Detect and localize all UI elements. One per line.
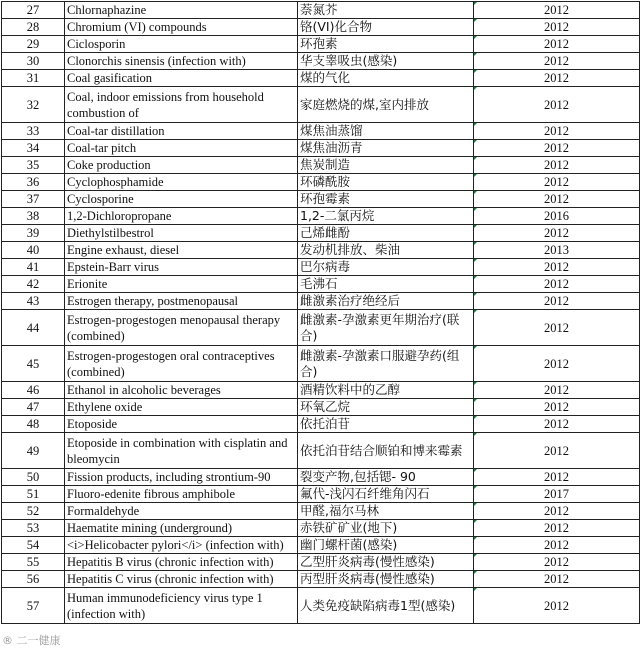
agent-name-chinese: 煤焦油沥青 [298,140,474,157]
agent-name-chinese: 丙型肝炎病毒(慢性感染) [298,571,474,588]
agent-name-english: Ethylene oxide [65,399,298,416]
table-row [2,70,640,87]
agent-name-chinese: 乙型肝炎病毒(慢性感染) [298,554,474,571]
row-number: 54 [2,537,65,554]
row-number: 36 [2,174,65,191]
agent-name-chinese: 甲醛,福尔马林 [298,503,474,520]
classification-year: 2016 [474,208,640,225]
table-row [2,469,640,486]
row-number: 31 [2,70,65,87]
agent-name-chinese: 幽门螺杆菌(感染) [298,537,474,554]
agent-name-chinese: 煤的气化 [298,70,474,87]
agent-name-chinese: 环孢霉素 [298,191,474,208]
table-row [2,486,640,503]
agent-name-english: Coke production [65,157,298,174]
table-row [2,174,640,191]
row-number: 56 [2,571,65,588]
table-row [2,554,640,571]
classification-year: 2012 [474,588,640,624]
agent-name-chinese: 萘氮芥 [298,2,474,19]
classification-year: 2012 [474,416,640,433]
agent-name-chinese: 家庭燃烧的煤,室内排放 [298,87,474,123]
agent-name-english: Cyclophosphamide [65,174,298,191]
agent-name-english: Estrogen-progestogen menopausal therapy (combined) [65,310,298,346]
agent-name-english: Clonorchis sinensis (infection with) [65,53,298,70]
agent-name-english: Epstein-Barr virus [65,259,298,276]
classification-year: 2012 [474,382,640,399]
row-number: 50 [2,469,65,486]
classification-year: 2012 [474,70,640,87]
row-number: 37 [2,191,65,208]
agent-name-chinese: 巴尔病毒 [298,259,474,276]
agent-name-english: Ethanol in alcoholic beverages [65,382,298,399]
agent-name-chinese: 酒精饮料中的乙醇 [298,382,474,399]
agent-name-english: Coal-tar pitch [65,140,298,157]
agent-name-chinese: 环氧乙烷 [298,399,474,416]
table-row [2,382,640,399]
table-row [2,208,640,225]
classification-year: 2012 [474,36,640,53]
agent-name-english: Cyclosporine [65,191,298,208]
row-number: 27 [2,2,65,19]
table-row [2,259,640,276]
agent-name-english: Etoposide in combination with cisplatin and bleomycin [65,433,298,469]
agent-name-english: Haematite mining (underground) [65,520,298,537]
table-row [2,276,640,293]
agent-name-chinese: 依托泊苷结合顺铂和博来霉素 [298,433,474,469]
row-number: 33 [2,123,65,140]
carcinogen-table [1,1,640,624]
row-number: 44 [2,310,65,346]
row-number: 46 [2,382,65,399]
classification-year: 2012 [474,520,640,537]
carcinogen-table-body [2,2,640,624]
agent-name-chinese: 煤焦油蒸馏 [298,123,474,140]
agent-name-english: Chromium (VI) compounds [65,19,298,36]
agent-name-chinese: 环磷酰胺 [298,174,474,191]
classification-year: 2013 [474,242,640,259]
row-number: 39 [2,225,65,242]
agent-name-english: Etoposide [65,416,298,433]
table-row [2,2,640,19]
classification-year: 2012 [474,174,640,191]
agent-name-english: Human immunodeficiency virus type 1 (infection with) [65,588,298,624]
agent-name-english: Diethylstilbestrol [65,225,298,242]
row-number: 47 [2,399,65,416]
agent-name-chinese: 焦炭制造 [298,157,474,174]
agent-name-chinese: 裂变产物,包括锶- 90 [298,469,474,486]
agent-name-chinese: 华支睾吸虫(感染) [298,53,474,70]
classification-year: 2012 [474,259,640,276]
classification-year: 2012 [474,346,640,382]
agent-name-english: Estrogen-progestogen oral contraceptives (combined) [65,346,298,382]
classification-year: 2012 [474,537,640,554]
classification-year: 2012 [474,87,640,123]
row-number: 42 [2,276,65,293]
agent-name-english: Formaldehyde [65,503,298,520]
row-number: 43 [2,293,65,310]
agent-name-english: Hepatitis C virus (chronic infection with) [65,571,298,588]
agent-name-english: Chlornaphazine [65,2,298,19]
table-row [2,520,640,537]
agent-name-chinese: 雌激素治疗绝经后 [298,293,474,310]
table-row [2,123,640,140]
classification-year: 2012 [474,123,640,140]
classification-year: 2012 [474,53,640,70]
classification-year: 2012 [474,276,640,293]
table-row [2,53,640,70]
agent-name-chinese: 雌激素-孕激素口服避孕药(组合) [298,346,474,382]
classification-year: 2012 [474,19,640,36]
classification-year: 2012 [474,503,640,520]
table-row [2,537,640,554]
table-row [2,191,640,208]
agent-name-english: Erionite [65,276,298,293]
row-number: 53 [2,520,65,537]
table-row [2,19,640,36]
agent-name-english: Ciclosporin [65,36,298,53]
agent-name-chinese: 雌激素-孕激素更年期治疗(联合) [298,310,474,346]
table-row [2,310,640,346]
agent-name-chinese: 己烯雌酚 [298,225,474,242]
classification-year: 2012 [474,140,640,157]
classification-year: 2012 [474,469,640,486]
classification-year: 2012 [474,310,640,346]
agent-name-english: 1,2-Dichloropropane [65,208,298,225]
classification-year: 2012 [474,2,640,19]
table-row [2,225,640,242]
row-number: 32 [2,87,65,123]
row-number: 41 [2,259,65,276]
table-row [2,140,640,157]
classification-year: 2012 [474,293,640,310]
agent-name-chinese: 氟代-浅闪石纤维角闪石 [298,486,474,503]
agent-name-english: Fluoro-edenite fibrous amphibole [65,486,298,503]
agent-name-chinese: 环孢素 [298,36,474,53]
classification-year: 2012 [474,554,640,571]
table-row [2,433,640,469]
agent-name-english: <i>Helicobacter pylori</i> (infection with) [65,537,298,554]
classification-year: 2012 [474,191,640,208]
agent-name-english: Fission products, including strontium-90 [65,469,298,486]
agent-name-english: Coal, indoor emissions from household combustion of [65,87,298,123]
agent-name-chinese: 人类免疫缺陷病毒1型(感染) [298,588,474,624]
classification-year: 2012 [474,157,640,174]
row-number: 48 [2,416,65,433]
watermark: ® 二一健康 [2,634,61,647]
table-row [2,503,640,520]
agent-name-chinese: 发动机排放、柴油 [298,242,474,259]
agent-name-english: Coal gasification [65,70,298,87]
table-row [2,157,640,174]
classification-year: 2017 [474,486,640,503]
table-row [2,571,640,588]
classification-year: 2012 [474,571,640,588]
agent-name-chinese: 铬(VI)化合物 [298,19,474,36]
table-row [2,87,640,123]
row-number: 40 [2,242,65,259]
table-row [2,242,640,259]
classification-year: 2012 [474,433,640,469]
agent-name-english: Estrogen therapy, postmenopausal [65,293,298,310]
row-number: 29 [2,36,65,53]
classification-year: 2012 [474,399,640,416]
agent-name-chinese: 毛沸石 [298,276,474,293]
table-row [2,293,640,310]
row-number: 45 [2,346,65,382]
table-row [2,346,640,382]
row-number: 35 [2,157,65,174]
row-number: 52 [2,503,65,520]
row-number: 55 [2,554,65,571]
table-row [2,416,640,433]
classification-year: 2012 [474,225,640,242]
agent-name-english: Hepatitis B virus (chronic infection with) [65,554,298,571]
table-row [2,36,640,53]
row-number: 28 [2,19,65,36]
row-number: 34 [2,140,65,157]
table-row [2,399,640,416]
row-number: 51 [2,486,65,503]
agent-name-chinese: 依托泊苷 [298,416,474,433]
row-number: 38 [2,208,65,225]
row-number: 30 [2,53,65,70]
row-number: 49 [2,433,65,469]
agent-name-chinese: 赤铁矿矿业(地下) [298,520,474,537]
table-row [2,588,640,624]
agent-name-english: Coal-tar distillation [65,123,298,140]
row-number: 57 [2,588,65,624]
agent-name-english: Engine exhaust, diesel [65,242,298,259]
agent-name-chinese: 1,2-二氯丙烷 [298,208,474,225]
